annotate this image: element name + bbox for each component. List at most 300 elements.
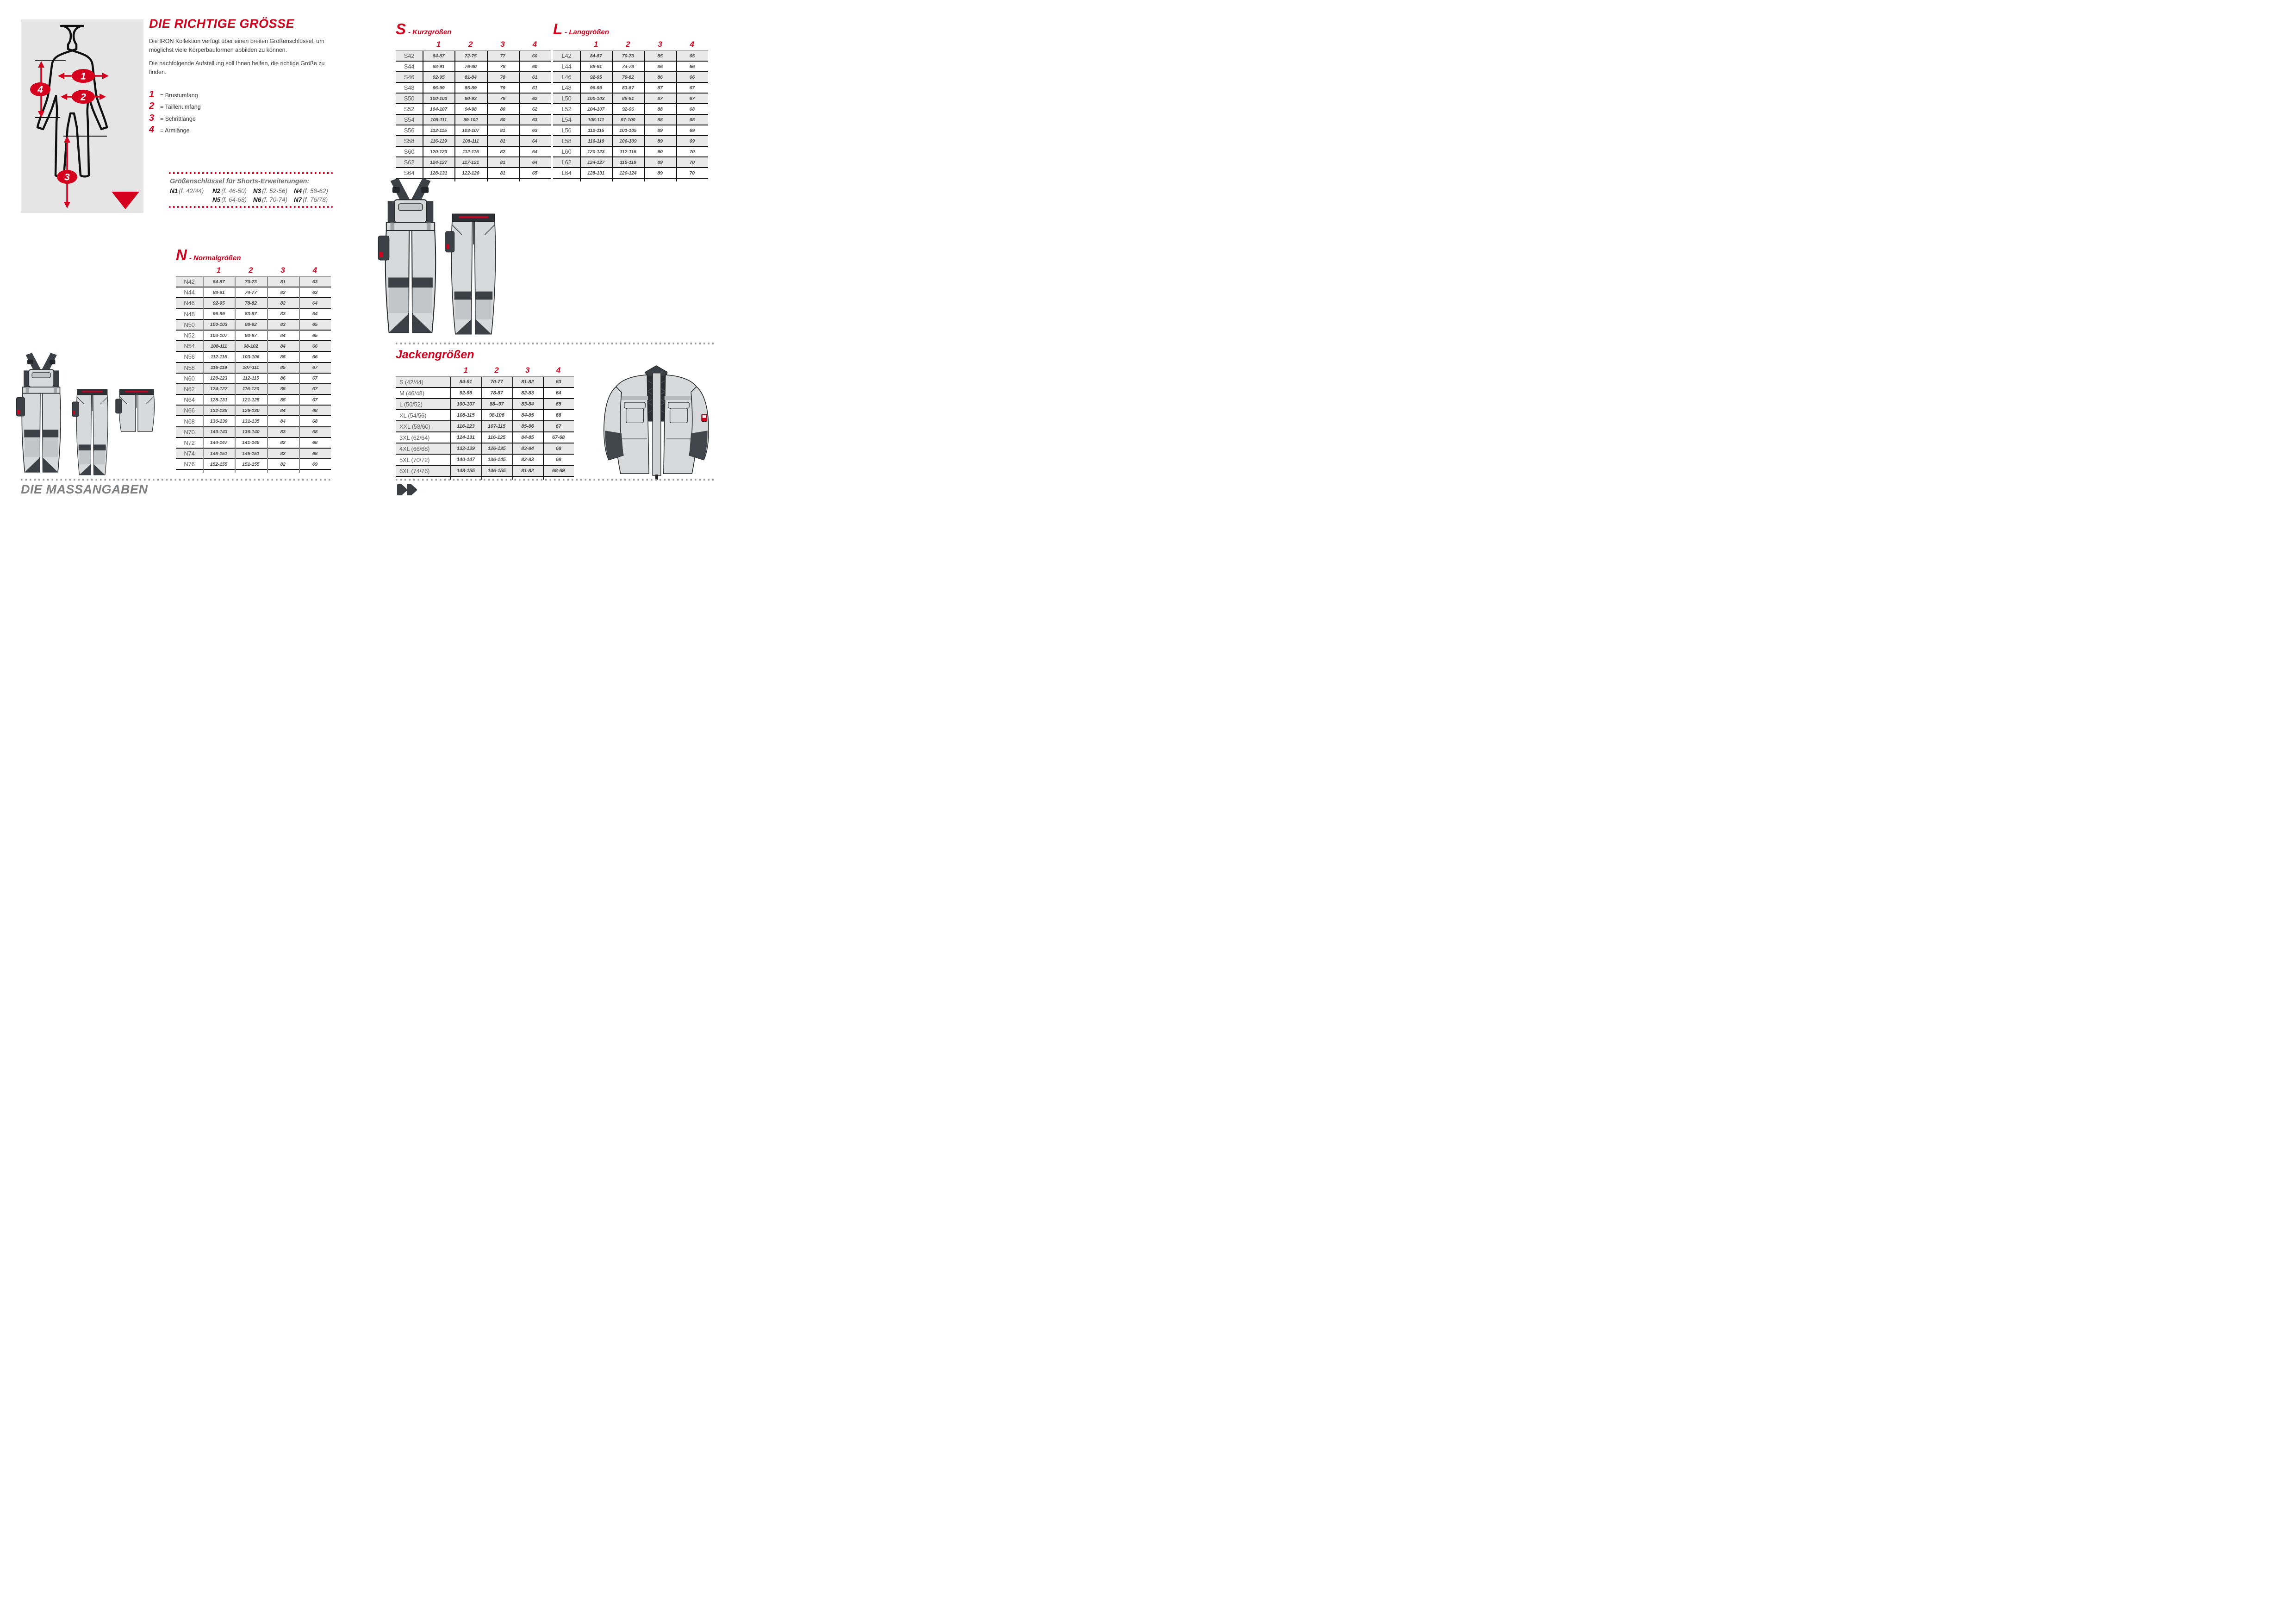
size-label: S54 [404, 116, 415, 123]
size-value: 124-127 [430, 159, 448, 165]
bib-overall-and-trousers-illustration [366, 177, 504, 346]
size-label: N76 [184, 461, 195, 468]
size-value: 68 [689, 106, 695, 112]
size-value: 80 [500, 106, 505, 112]
size-label: N46 [184, 300, 195, 307]
size-label: XL (54/56) [399, 412, 427, 419]
column-header-3: 3 [525, 366, 530, 375]
size-value: 126-135 [487, 446, 506, 451]
diagram-marker-3: 3 [64, 172, 70, 183]
size-label: N74 [184, 450, 195, 457]
size-value: 103-106 [242, 354, 260, 360]
column-header-3: 3 [500, 40, 505, 49]
size-value: 126-130 [242, 407, 260, 413]
size-value: 63 [555, 379, 561, 385]
size-value: 83-87 [622, 85, 634, 91]
size-value: 70 [689, 149, 695, 155]
table-letter: L [553, 20, 563, 37]
size-label: 6XL (74/76) [399, 467, 430, 475]
size-value: 82 [280, 289, 286, 295]
size-label: N72 [184, 439, 195, 446]
size-value: 64 [532, 149, 538, 155]
size-value: 84-87 [432, 53, 445, 59]
size-value: 81-84 [464, 74, 477, 80]
table-row [553, 147, 708, 157]
dotted-separator [21, 479, 333, 481]
size-value: 78-82 [244, 300, 257, 306]
size-label: S42 [404, 52, 415, 59]
size-value: 104-107 [430, 106, 448, 112]
size-value: 98-102 [243, 343, 258, 349]
size-value: 120-123 [587, 149, 605, 155]
size-label: N50 [184, 321, 195, 328]
size-value: 68 [312, 450, 318, 456]
size-value: 116-120 [242, 386, 260, 392]
size-value: 90-93 [464, 95, 477, 101]
size-value: 63 [312, 279, 318, 285]
size-value: 74-78 [622, 63, 634, 69]
size-value: 66 [555, 412, 561, 418]
size-value: 67 [312, 386, 318, 392]
size-value: 100-103 [210, 322, 228, 328]
measure-body-diagram [21, 19, 143, 213]
size-value: 69 [689, 127, 695, 133]
size-value: 67 [312, 365, 318, 371]
size-value: 122-126 [462, 170, 479, 176]
size-value: 140-147 [456, 457, 475, 462]
table-row [396, 72, 551, 83]
legend-item-1 [149, 89, 198, 100]
table-row [396, 421, 574, 432]
size-value: 76-80 [464, 63, 477, 69]
size-value: 79-82 [622, 74, 634, 80]
size-value: 132-135 [210, 407, 228, 413]
table-row [396, 377, 574, 388]
size-value: 85 [280, 365, 286, 371]
size-value: 101-105 [619, 127, 637, 133]
size-value: 88-92 [244, 322, 257, 328]
table-heading-kurzgroessen [396, 20, 451, 38]
column-header-1: 1 [436, 40, 441, 49]
size-value: 79 [500, 95, 505, 101]
size-value: 108-111 [430, 117, 447, 123]
size-value: 67 [312, 397, 318, 403]
size-label: L (50/52) [399, 400, 423, 408]
size-value: 65 [689, 53, 695, 59]
shorts-key-code: N6 [253, 196, 261, 203]
size-value: 84-87 [212, 279, 225, 285]
size-value: 87 [657, 95, 663, 101]
column-header-2: 2 [494, 366, 499, 375]
table-row [176, 374, 331, 384]
size-label: S60 [404, 148, 415, 155]
size-label: N60 [184, 375, 195, 382]
size-value: 132-139 [456, 446, 475, 451]
size-value: 69 [312, 461, 318, 467]
table-row [396, 104, 551, 115]
size-value: 79 [500, 85, 505, 91]
legend-number: 4 [149, 125, 155, 135]
table-row [553, 62, 708, 72]
size-value: 61 [532, 74, 538, 80]
size-value: 81 [280, 279, 286, 285]
table-row [396, 399, 574, 410]
size-value: 107-111 [243, 365, 259, 371]
size-label: N62 [184, 385, 195, 393]
size-value: 120-123 [430, 149, 448, 155]
column-headers [553, 40, 708, 49]
size-label: L60 [561, 148, 572, 155]
legend-number: 1 [149, 89, 155, 100]
size-label: M (46/48) [399, 389, 424, 397]
size-value: 88-91 [622, 95, 634, 101]
table-row [396, 147, 551, 157]
size-value: 77 [500, 53, 505, 59]
size-value: 128-131 [430, 170, 448, 176]
size-value: 62 [532, 95, 538, 101]
size-value: 136-139 [210, 418, 228, 425]
size-value: 100-103 [430, 95, 448, 101]
table-row [396, 410, 574, 421]
size-label: S58 [404, 137, 415, 144]
size-label: L42 [561, 52, 572, 59]
size-value: 84-85 [521, 435, 534, 440]
size-value: 68 [555, 446, 561, 451]
shorts-key-range: (f. 58-62) [303, 187, 329, 194]
size-value: 82 [280, 440, 286, 446]
column-header-3: 3 [658, 40, 662, 49]
table-row [396, 388, 574, 399]
table-row [176, 363, 331, 374]
size-value: 67 [689, 85, 695, 91]
table-name: - Kurzgrößen [408, 28, 452, 36]
size-value: 100-103 [587, 95, 605, 101]
table-row [553, 72, 708, 83]
size-value: 96-99 [212, 311, 225, 317]
table-row [553, 136, 708, 147]
size-value: 96-99 [590, 85, 602, 91]
size-value: 85 [280, 386, 286, 392]
column-header-4: 4 [532, 40, 537, 49]
column-header-4: 4 [690, 40, 695, 49]
size-label: S (42/44) [399, 378, 423, 386]
size-value: 70 [689, 170, 695, 176]
size-value: 81 [500, 127, 505, 133]
table-row [396, 62, 551, 72]
shorts-key-range: (f. 42/44) [179, 187, 204, 194]
size-value: 70 [689, 159, 695, 165]
size-value: 96-99 [432, 85, 445, 91]
table-row [176, 320, 331, 331]
size-value: 61 [532, 85, 538, 91]
column-header-2: 2 [468, 40, 473, 49]
shorts-key-code: N5 [212, 196, 221, 203]
red-dotted-line [169, 172, 333, 174]
size-label: L52 [561, 106, 572, 112]
size-value: 87 [657, 85, 663, 91]
shorts-key-row-1 [170, 187, 333, 194]
size-value: 72-75 [464, 53, 477, 59]
size-value: 85-86 [521, 424, 534, 429]
size-value: 108-111 [462, 138, 479, 144]
size-value: 108-111 [210, 343, 227, 349]
size-label: S46 [404, 74, 415, 81]
size-value: 112-115 [243, 375, 259, 381]
table-row [396, 125, 551, 136]
table-row [396, 136, 551, 147]
size-value: 148-151 [210, 450, 228, 456]
table-row [396, 94, 551, 104]
size-value: 117-121 [462, 159, 479, 165]
size-value: 82-83 [521, 457, 534, 462]
size-value: 88-91 [212, 289, 225, 295]
size-value: 67 [689, 95, 695, 101]
size-label: S62 [404, 159, 415, 166]
shorts-key-range: (f. 64-68) [221, 196, 247, 203]
table-row [176, 277, 331, 287]
size-value: 124-127 [587, 159, 605, 165]
size-label: L58 [561, 137, 572, 144]
table-name: - Langgrößen [565, 28, 609, 36]
size-value: 66 [312, 343, 318, 349]
size-label: XXL (58/60) [399, 423, 430, 430]
size-label: 5XL (70/72) [399, 456, 430, 463]
size-value: 116-119 [587, 138, 604, 144]
double-chevron-right-icon [396, 483, 418, 496]
size-label: S64 [404, 169, 415, 176]
table-row [396, 51, 551, 62]
size-value: 64 [312, 300, 318, 306]
table-row [396, 157, 551, 168]
table-row [176, 341, 331, 352]
size-value: 78 [500, 74, 505, 80]
size-value: 84 [280, 418, 286, 425]
legend-number: 3 [149, 113, 155, 123]
size-value: 146-155 [487, 468, 506, 474]
size-label: N44 [184, 289, 195, 296]
size-value: 86 [280, 375, 286, 381]
size-value: 112-115 [430, 127, 447, 133]
size-value: 88 [657, 106, 663, 112]
diagram-marker-4: 4 [37, 84, 43, 95]
size-value: 85 [280, 354, 286, 360]
legend-label: = Taillenumfang [160, 104, 201, 110]
size-value: 60 [532, 63, 538, 69]
size-value: 89 [657, 170, 663, 176]
size-value: 83-84 [521, 446, 534, 451]
size-value: 116-119 [210, 365, 227, 371]
size-value: 136-145 [487, 457, 506, 462]
legend-number: 2 [149, 101, 155, 111]
legend-label: = Brustumfang [160, 92, 198, 99]
size-value: 63 [532, 127, 538, 133]
diagram-marker-1: 1 [81, 71, 86, 82]
table-name: - Normalgrößen [189, 254, 241, 262]
intro-paragraph-1: Die IRON Kollektion verfügt über einen breiten Größenschlüssel, um möglichst viele Körperbauformen abbilden zu können. [149, 38, 324, 53]
size-value: 65 [555, 401, 561, 407]
column-headers [396, 40, 551, 49]
size-value: 64 [532, 138, 538, 144]
size-value: 68 [312, 429, 318, 435]
table-row [176, 449, 331, 459]
size-value: 148-155 [456, 468, 475, 474]
size-value: 103-107 [462, 127, 479, 133]
size-value: 65 [312, 332, 318, 338]
size-value: 88 [657, 117, 663, 123]
size-value: 116-123 [457, 424, 475, 429]
size-table-jacket [396, 366, 574, 477]
size-value: 108-115 [457, 412, 475, 418]
size-value: 92-95 [432, 74, 445, 80]
size-label: N66 [184, 407, 195, 414]
size-value: 140-143 [210, 429, 228, 435]
size-value: 74-77 [244, 289, 257, 295]
page-title: DIE RICHTIGE GRÖSSE [149, 17, 295, 31]
size-table-langgroessen [553, 40, 708, 179]
size-value: 120-124 [619, 170, 637, 176]
size-value: 92-99 [459, 390, 472, 396]
size-value: 70-77 [490, 379, 503, 385]
table-row [396, 432, 574, 443]
size-value: 81 [500, 159, 505, 165]
table-row [396, 115, 551, 125]
size-value: 116-119 [430, 138, 447, 144]
size-value: 68 [555, 457, 561, 462]
table-row [176, 309, 331, 320]
size-value: 112-115 [210, 354, 227, 360]
size-label: N48 [184, 310, 195, 318]
column-headers [176, 266, 331, 275]
table-row [553, 125, 708, 136]
red-dotted-line [169, 206, 333, 208]
size-value: 80 [500, 117, 505, 123]
size-value: 84-85 [521, 412, 534, 418]
diagram-marker-2: 2 [81, 92, 86, 103]
size-value: 68 [689, 117, 695, 123]
size-value: 94-98 [464, 106, 477, 112]
size-label: S50 [404, 95, 415, 102]
shorts-size-key-box [169, 172, 333, 208]
table-row [396, 83, 551, 94]
shorts-key-code: N2 [212, 187, 221, 194]
size-value: 106-109 [619, 138, 637, 144]
size-value: 81 [500, 138, 505, 144]
shorts-key-code: N3 [253, 187, 261, 194]
size-value: 97-100 [621, 117, 635, 123]
size-value: 66 [689, 63, 695, 69]
size-value: 89 [657, 127, 663, 133]
column-header-4: 4 [312, 266, 317, 275]
size-label: S52 [404, 106, 415, 112]
shorts-key-range: (f. 76/78) [303, 196, 328, 203]
table-row [553, 94, 708, 104]
size-value: 90 [657, 149, 663, 155]
column-header-3: 3 [280, 266, 285, 275]
table-row [176, 438, 331, 449]
size-value: 107-115 [488, 424, 506, 429]
size-label: L62 [561, 159, 572, 166]
size-value: 68-69 [552, 468, 565, 474]
column-header-2: 2 [626, 40, 630, 49]
size-value: 70-73 [622, 53, 634, 59]
size-value: 82 [280, 300, 286, 306]
size-value: 78 [500, 63, 505, 69]
size-value: 81-82 [521, 379, 534, 385]
size-value: 67-68 [552, 435, 565, 440]
size-value: 83-84 [521, 401, 534, 407]
size-value: 92-95 [212, 300, 225, 306]
size-value: 82-83 [521, 390, 534, 396]
size-value: 146-151 [242, 450, 260, 456]
table-row [553, 157, 708, 168]
size-value: 84 [280, 343, 286, 349]
size-value: 64 [555, 390, 561, 396]
shorts-key-code: N4 [294, 187, 302, 194]
size-value: 131-135 [242, 418, 260, 425]
legend-item-3 [149, 113, 196, 124]
size-value: 88-91 [590, 63, 602, 69]
size-value: 88-91 [432, 63, 445, 69]
size-label: N52 [184, 332, 195, 339]
size-value: 68 [312, 440, 318, 446]
size-label: N42 [184, 278, 195, 286]
column-header-4: 4 [556, 366, 561, 375]
size-value: 82 [280, 461, 286, 467]
size-value: 68 [312, 418, 318, 425]
size-value: 60 [532, 53, 538, 59]
size-value: 151-155 [242, 461, 260, 467]
size-value: 89 [657, 138, 663, 144]
size-value: 112-116 [620, 149, 636, 155]
size-value: 104-107 [587, 106, 605, 112]
size-value: 88--97 [489, 401, 504, 407]
size-value: 93-97 [244, 332, 257, 338]
catalog-page [0, 0, 723, 512]
size-value: 104-107 [210, 332, 228, 338]
size-table-normalgroessen [176, 266, 331, 470]
size-value: 67 [312, 375, 318, 381]
size-value: 136-140 [242, 429, 260, 435]
size-value: 128-131 [210, 397, 228, 403]
size-label: L46 [561, 74, 572, 81]
size-value: 68 [312, 407, 318, 413]
size-label: N54 [184, 343, 195, 350]
size-value: 65 [312, 322, 318, 328]
size-value: 69 [689, 138, 695, 144]
legend-item-4 [149, 125, 190, 135]
shorts-key-range: (f. 70-74) [262, 196, 288, 203]
size-label: S48 [404, 84, 415, 91]
table-row [176, 416, 331, 427]
column-header-1: 1 [216, 266, 221, 275]
column-header-1: 1 [593, 40, 598, 49]
size-label: L50 [561, 95, 572, 102]
size-value: 64 [532, 159, 538, 165]
size-value: 66 [689, 74, 695, 80]
size-value: 63 [532, 117, 538, 123]
size-label: N58 [184, 364, 195, 371]
size-value: 66 [312, 354, 318, 360]
size-label: S44 [404, 63, 415, 70]
size-value: 124-131 [456, 435, 475, 440]
size-value: 108-111 [587, 117, 604, 123]
size-value: 82 [500, 149, 505, 155]
size-value: 64 [312, 311, 318, 317]
shorts-key-range: (f. 52-56) [262, 187, 288, 194]
shorts-key-range: (f. 46-50) [221, 187, 247, 194]
dotted-separator [396, 479, 714, 481]
size-value: 144-147 [210, 440, 228, 446]
